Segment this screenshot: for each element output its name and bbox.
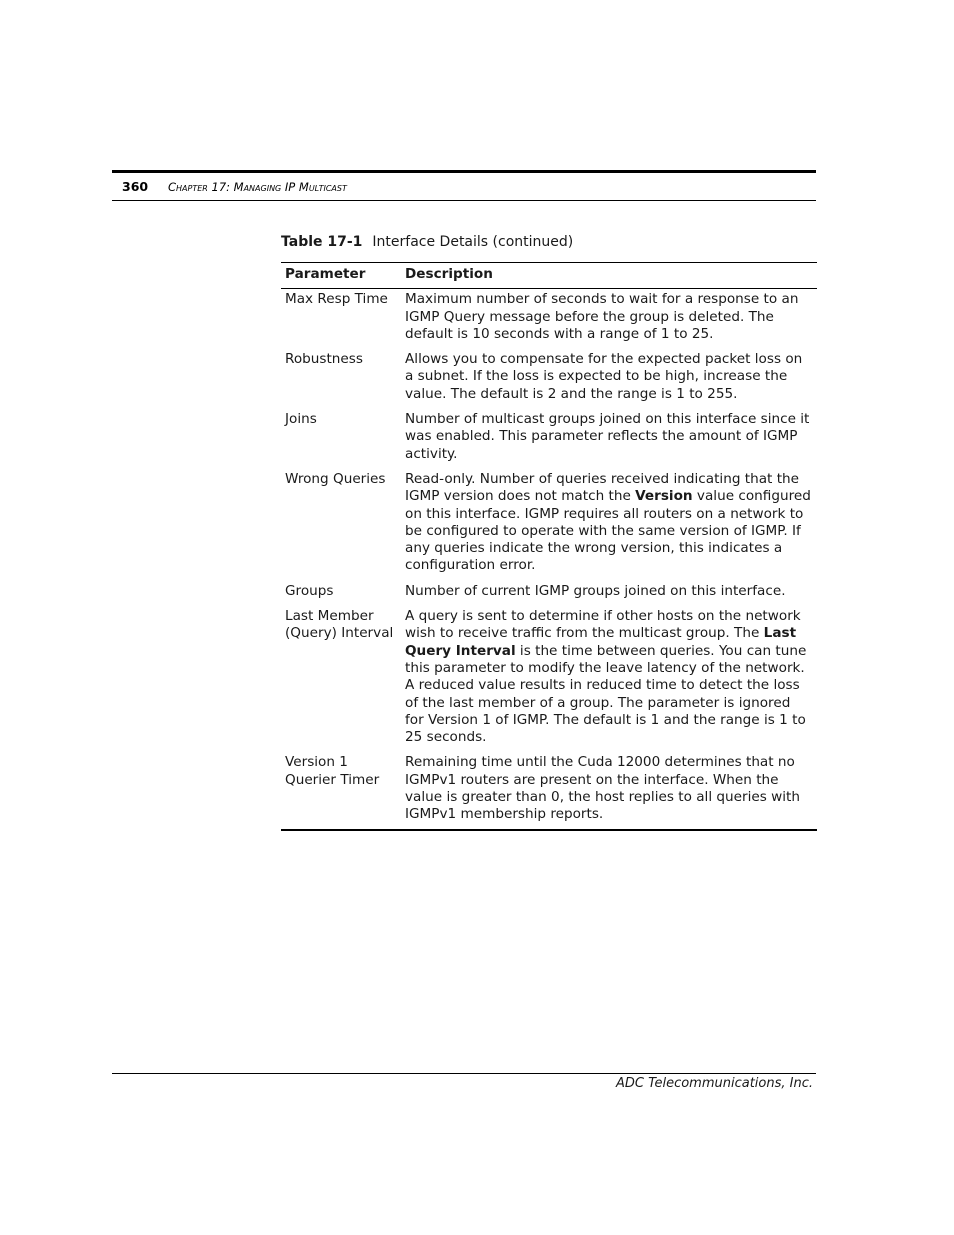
description-cell: Maximum number of seconds to wait for a response to an IGMP Query message before the group is deleted. The default is 10 seconds with a range of 1 to 25. [405, 291, 799, 342]
parameter-cell: Wrong Queries [285, 470, 386, 487]
parameter-cell: Robustness [285, 351, 363, 368]
table-row [281, 351, 817, 411]
parameter-cell: Joins [285, 411, 317, 428]
parameter-cell: Max Resp Time [285, 291, 388, 308]
description-cell [401, 471, 817, 583]
table-row [281, 411, 817, 471]
description-bold-term: Version [635, 488, 693, 505]
parameter-cell: Groups [285, 582, 334, 599]
description-cell: Number of current IGMP groups joined on this interface. [405, 582, 786, 599]
table-header-row [281, 263, 817, 289]
table-row [281, 289, 817, 351]
description-bold-term: Last Query Interval [405, 625, 797, 659]
table-label: Table 17-1 [281, 234, 363, 250]
table-row [281, 583, 817, 608]
description-cell: Number of multicast groups joined on this interface since it was enabled. This parameter reflects the amount of IGMP activity. [405, 411, 810, 462]
footer-rule [112, 1073, 816, 1074]
description-text: Read-only. Number of queries received indicating that the IGMP version does not match the [405, 470, 799, 505]
table-title: Interface Details (continued) [372, 234, 574, 250]
parameter-cell: Version 1 Querier Timer [281, 754, 401, 829]
description-cell: Allows you to compensate for the expected packet loss on a subnet. If the loss is expected to be high, increase the value. The default is 2 and the range is 1 to 255. [405, 351, 803, 402]
interface-details-table [281, 262, 817, 831]
page-number: 360 [122, 179, 149, 194]
column-header-description: Description [401, 263, 817, 289]
description-cell: Remaining time until the Cuda 12000 determines that no IGMPv1 routers are present on the interface. When the value is greater than 0, the host replies to all queries with IGMPv1 membership reports. [401, 754, 817, 829]
chapter-title: Chapter 17: Managing IP Multicast [168, 180, 347, 194]
description-cell [401, 608, 817, 754]
table-row [281, 471, 817, 583]
table-caption [281, 234, 573, 250]
table-row [281, 608, 817, 754]
description-text: value configured on this interface. IGMP requires all routers on a network to be configured to operate with the same version of IGMP. If any queries indicate the wrong version, this indicates a configuration error. [405, 488, 811, 574]
description-text: is the time between queries. You can tune this parameter to modify the leave latency of the network. A reduced value results in reduced time to detect the loss of the last member of a group. The parameter is ignored for Version 1 of IGMP. The default is 1 and the range is 1 to 25 seconds. [405, 642, 807, 746]
column-header-parameter: Parameter [281, 263, 401, 289]
description-text: A query is sent to determine if other hosts on the network wish to receive traffic from the multicast group. The [405, 608, 801, 642]
table-row [281, 754, 817, 829]
page-header [112, 170, 816, 201]
footer-company: ADC Telecommunications, Inc. [616, 1076, 813, 1091]
parameter-cell: Last Member (Query) Interval [285, 608, 394, 642]
